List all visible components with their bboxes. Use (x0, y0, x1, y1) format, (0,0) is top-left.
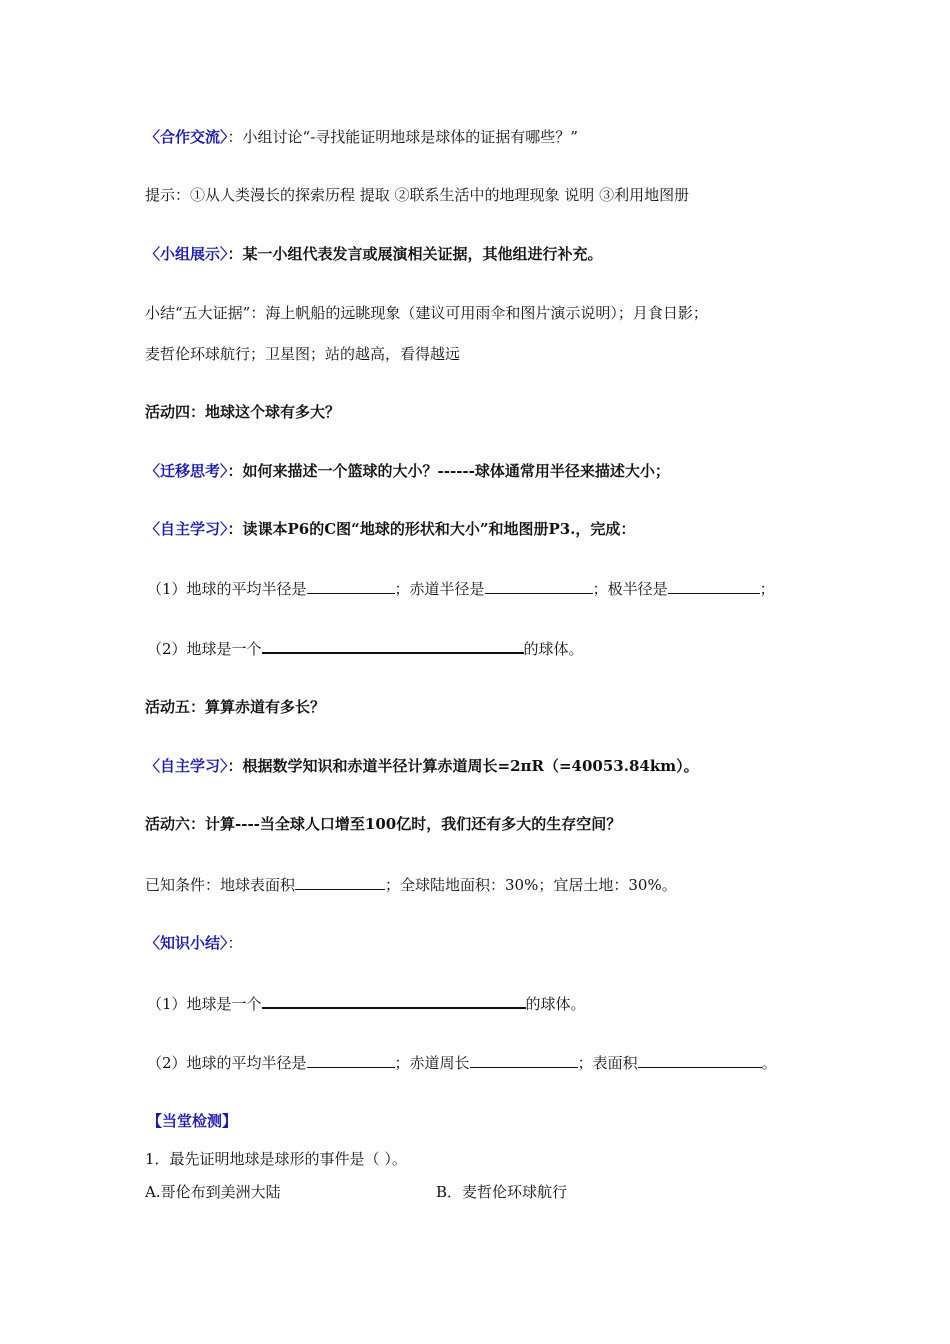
section-tag: 〈合作交流〉 (145, 128, 228, 146)
section-tag: 〈知识小结〉 (145, 934, 228, 952)
self-study-line-2: 〈自主学习〉：根据数学知识和赤道半径计算赤道周长=2πR（=40053.84km）。 (145, 757, 699, 775)
section-tag: 〈自主学习〉 (145, 520, 228, 538)
blank-polar-radius[interactable] (668, 577, 760, 594)
blank-summary-shape[interactable] (262, 991, 526, 1009)
class-test-heading: 【当堂检测】 (147, 1112, 238, 1130)
activity-five-heading: 活动五：算算赤道有多长？ (145, 698, 326, 716)
section-tag: 〈迁移思考〉 (145, 462, 228, 480)
self-study-line-1: 〈自主学习〉：读课本P6的C图“地球的形状和大小”和地图册P3.，完成： (145, 520, 636, 538)
blank-summary-circumference[interactable] (470, 1051, 578, 1068)
section-tag: 〈自主学习〉 (145, 757, 228, 775)
self-study-text-2: 根据数学知识和赤道半径计算赤道周长=2πR（=40053.84km）。 (242, 757, 699, 775)
option-b[interactable]: B．麦哲伦环球航行 (436, 1183, 568, 1201)
section-tag: 〈小组展示〉 (145, 245, 228, 263)
summary-shape-line: （1）地球是一个 的球体。 (147, 991, 586, 1015)
knowledge-summary-line: 〈知识小结〉： (145, 934, 243, 952)
transfer-thinking-text: 如何来描述一个篮球的大小？------球体通常用半径来描述大小； (242, 462, 670, 480)
blank-shape[interactable] (262, 636, 524, 654)
known-conditions-line: 已知条件：地球表面积 ；全球陆地面积：30%；宜居土地：30%。 (145, 873, 677, 896)
transfer-thinking-line: 〈迁移思考〉：如何来描述一个篮球的大小？------球体通常用半径来描述大小； (145, 462, 670, 480)
blank-equator-radius[interactable] (485, 577, 593, 594)
summary-line-1: 小结“五大证据”：海上帆船的远眺现象（建议可用雨伞和图片演示说明）；月食日影； (145, 304, 708, 322)
blank-average-radius[interactable] (307, 577, 395, 594)
blank-summary-surface[interactable] (638, 1051, 762, 1068)
question-1-options (145, 1181, 645, 1203)
activity-four-heading: 活动四：地球这个球有多大？ (145, 403, 341, 421)
blank-surface-area[interactable] (295, 873, 385, 890)
group-show-text: 某一小组代表发言或展演相关证据，其他组进行补充。 (242, 245, 603, 263)
activity-six-heading: 活动六：计算----当全球人口增至100亿时，我们还有多大的生存空间？ (145, 815, 622, 833)
hint-line: 提示：①从人类漫长的探索历程 提取 ②联系生活中的地理现象 说明 ③利用地图册 (145, 186, 690, 204)
group-show-line: 〈小组展示〉：某一小组代表发言或展演相关证据，其他组进行补充。 (145, 245, 603, 263)
question-shape-line: （2）地球是一个 的球体。 (147, 636, 584, 660)
cooperation-line: 〈合作交流〉：小组讨论“-寻找能证明地球是球体的证据有哪些？” (145, 128, 578, 146)
summary-line-2: 麦哲伦环球航行；卫星图；站的越高，看得越远 (145, 345, 461, 363)
question-radius-line: （1）地球的平均半径是 ；赤道半径是 ；极半径是 ； (147, 577, 775, 600)
question-1: 1．最先证明地球是球形的事件是（ ）。 (145, 1150, 407, 1168)
cooperation-text: 小组讨论“-寻找能证明地球是球体的证据有哪些？” (242, 128, 578, 146)
summary-values-line: （2）地球的平均半径是 ；赤道周长 ；表面积 。 (147, 1051, 777, 1074)
option-a[interactable]: A.哥伦布到美洲大陆 (145, 1183, 281, 1201)
self-study-text: 读课本P6的C图“地球的形状和大小”和地图册P3.，完成： (242, 520, 636, 538)
blank-summary-radius[interactable] (307, 1051, 395, 1068)
